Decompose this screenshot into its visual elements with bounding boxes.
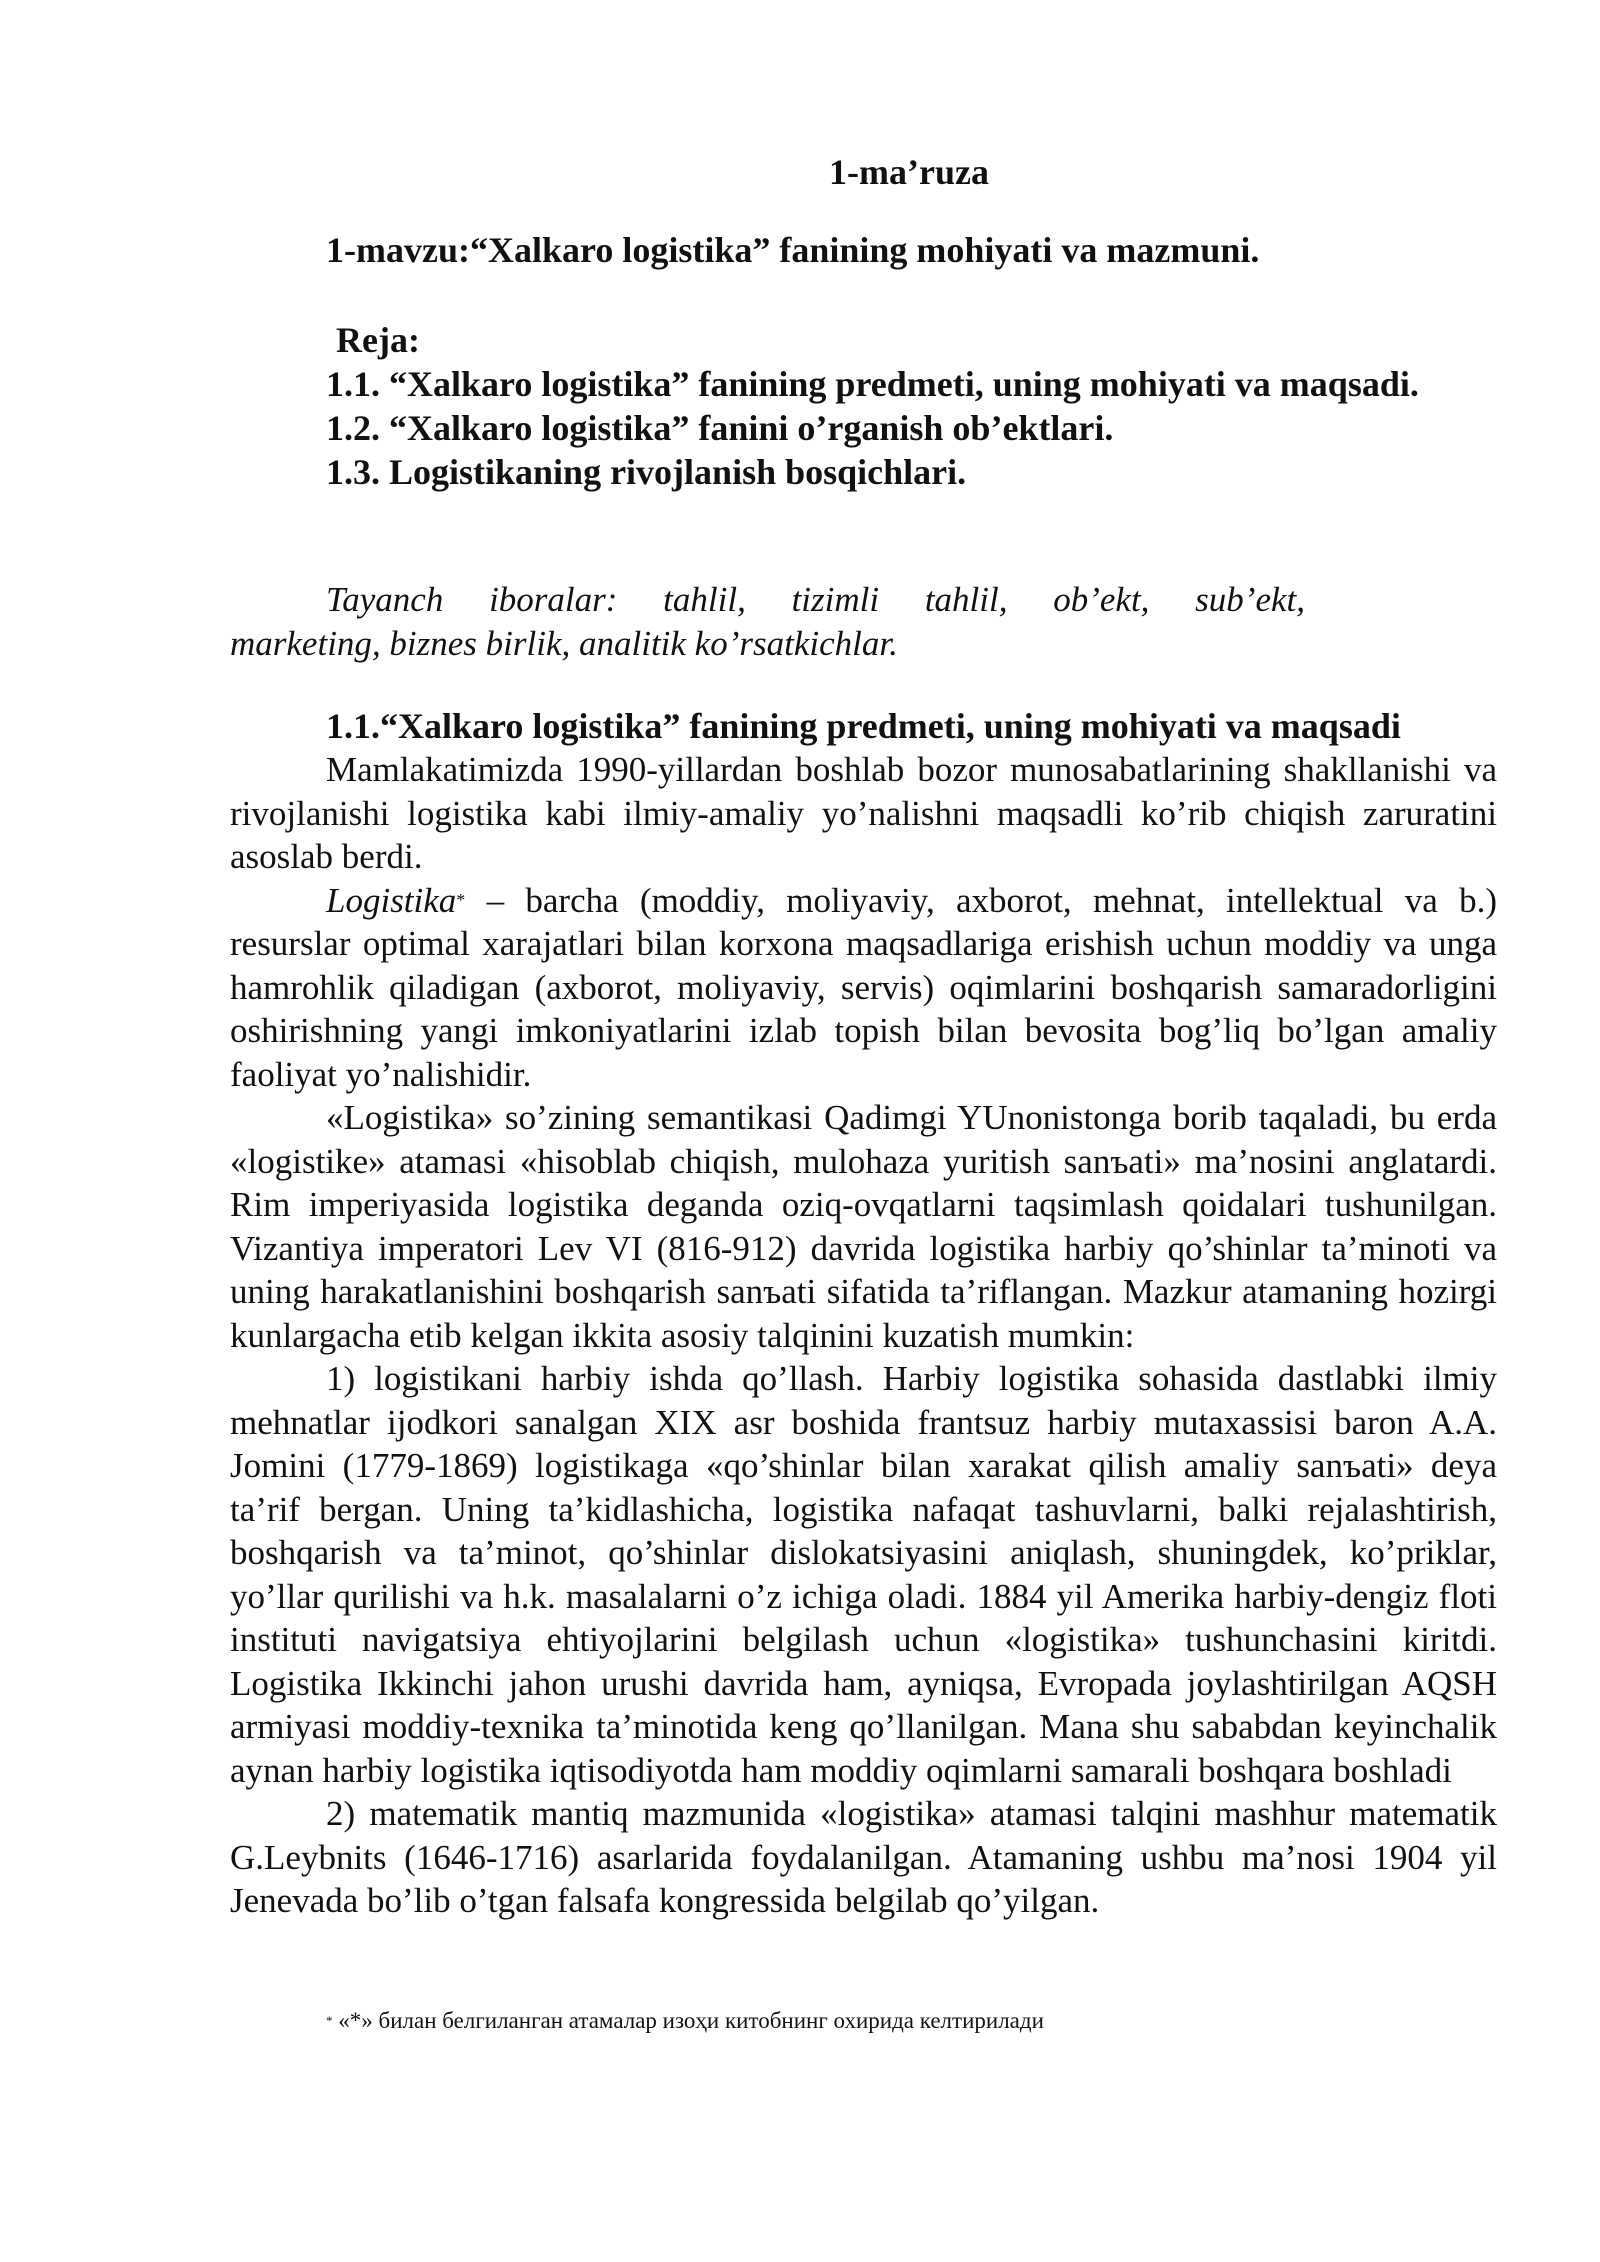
body-text <box>230 748 1497 1923</box>
plan-item: 1.1. “Xalkaro logistika” fanining predmeti, uning mohiyati va maqsadi. <box>326 364 1419 404</box>
paragraph-definition <box>230 879 1497 1097</box>
footnote <box>326 2007 1044 2035</box>
keywords-line: marketing, biznes birlik, analitik ko’rsatkichlar. <box>230 623 898 663</box>
keywords-block <box>230 578 1305 665</box>
keywords-line: Tayanch iboralar: tahlil, tizimli tahlil, ob’ekt, sub’ekt, <box>326 580 1305 619</box>
section-heading: 1.1.“Xalkaro logistika” fanining predmeti, uning mohiyati va maqsadi <box>326 706 1401 746</box>
lecture-title: 1-ma’ruza <box>829 152 989 192</box>
plan-section <box>326 318 1526 494</box>
term-logistika: Logistika <box>326 880 457 920</box>
plan-item: 1.3. Logistikaning rivojlanish bosqichlari. <box>326 452 967 492</box>
definition-text: – barcha (moddiy, moliyaviy, axborot, mehnat, intellektual va b.) resurslar optimal xarajatlari bilan korxona maqsadlariga erishish uchun moddiy va unga hamrohlik qiladigan (axborot, moliyaviy, servis) oqimlarini boshqarish samaradorligini oshirishning yangi imkoniyatlarini izlab topish bilan bevosita bog’liq bo’lgan amaliy faoliyat yo’nalishidir. <box>230 880 1497 1094</box>
paragraph: Mamlakatimizda 1990-yillardan boshlab bozor munosabatlarining shakllanishi va rivojlanishi logistika kabi ilmiy-amaliy yo’nalishni maqsadli ko’rib chiqish zaruratini asoslab berdi. <box>230 750 1497 876</box>
footnote-text: «*» билан белгиланган атамалар изоҳи китобнинг охирида келтирилади <box>332 2008 1044 2033</box>
plan-item: 1.2. “Xalkaro logistika” fanini o’rganish ob’ektlari. <box>326 408 1114 448</box>
plan-heading: Reja: <box>336 320 420 360</box>
topic-title: 1-mavzu:“Xalkaro logistika” fanining mohiyati va mazmuni. <box>326 230 1260 270</box>
footnote-mark: * <box>326 2013 333 2028</box>
paragraph: 1) logistikani harbiy ishda qo’llash. Harbiy logistika sohasida dastlabki ilmiy mehnatlar ijodkori sanalgan XIX asr boshida frantsuz harbiy mutaxassisi baron A.A. Jomini (1779-1869) logistikaga «qo’shinlar bilan xarakat qilish amaliy sanъati» deya ta’rif bergan. Uning ta’kidlashicha, logistika nafaqat tashuvlarni, balki rejalashtirish, boshqarish va ta’minot, qo’shinlar dislokatsiyasini aniqlash, shuningdek, ko’priklar, yo’llar qurilishi va h.k. masalalarni o’z ichiga oladi. 1884 yil Amerika harbiy-dengiz floti instituti navigatsiya ehtiyojlarini belgilash uchun «logistika» tushunchasini kiritdi. Logistika Ikkinchi jahon urushi davrida ham, ayniqsa, Evropada joylashtirilgan AQSH armiyasi moddiy-texnika ta’minotida keng qo’llanilgan. Mana shu sababdan keyinchalik aynan harbiy logistika iqtisodiyotda ham moddiy oqimlarni samarali boshqara boshladi <box>230 1359 1497 1790</box>
paragraph: 2) matematik mantiq mazmunida «logistika» atamasi talqini mashhur matematik G.Leybnits (1646-1716) asarlarida foydalanilgan. Atamaning ushbu ma’nosi 1904 yil Jenevada bo’lib o’tgan falsafa kongressida belgilab qo’yilgan. <box>230 1794 1497 1920</box>
footnote-marker: * <box>456 889 466 910</box>
paragraph: «Logistika» so’zining semantikasi Qadimgi YUnonistonga borib taqaladi, bu erda «logistike» atamasi «hisoblab chiqish, mulohaza yuritish sanъati» ma’nosini anglatardi. Rim imperiyasida logistika deganda oziq-ovqatlarni taqsimlash qoidalari tushunilgan. Vizantiya imperatori Lev VI (816-912) davrida logistika harbiy qo’shinlar ta’minoti va uning harakatlanishini boshqarish sanъati sifatida ta’riflangan. Mazkur atamaning hozirgi kunlargacha etib kelgan ikkita asosiy talqinini kuzatish mumkin: <box>230 1098 1497 1355</box>
